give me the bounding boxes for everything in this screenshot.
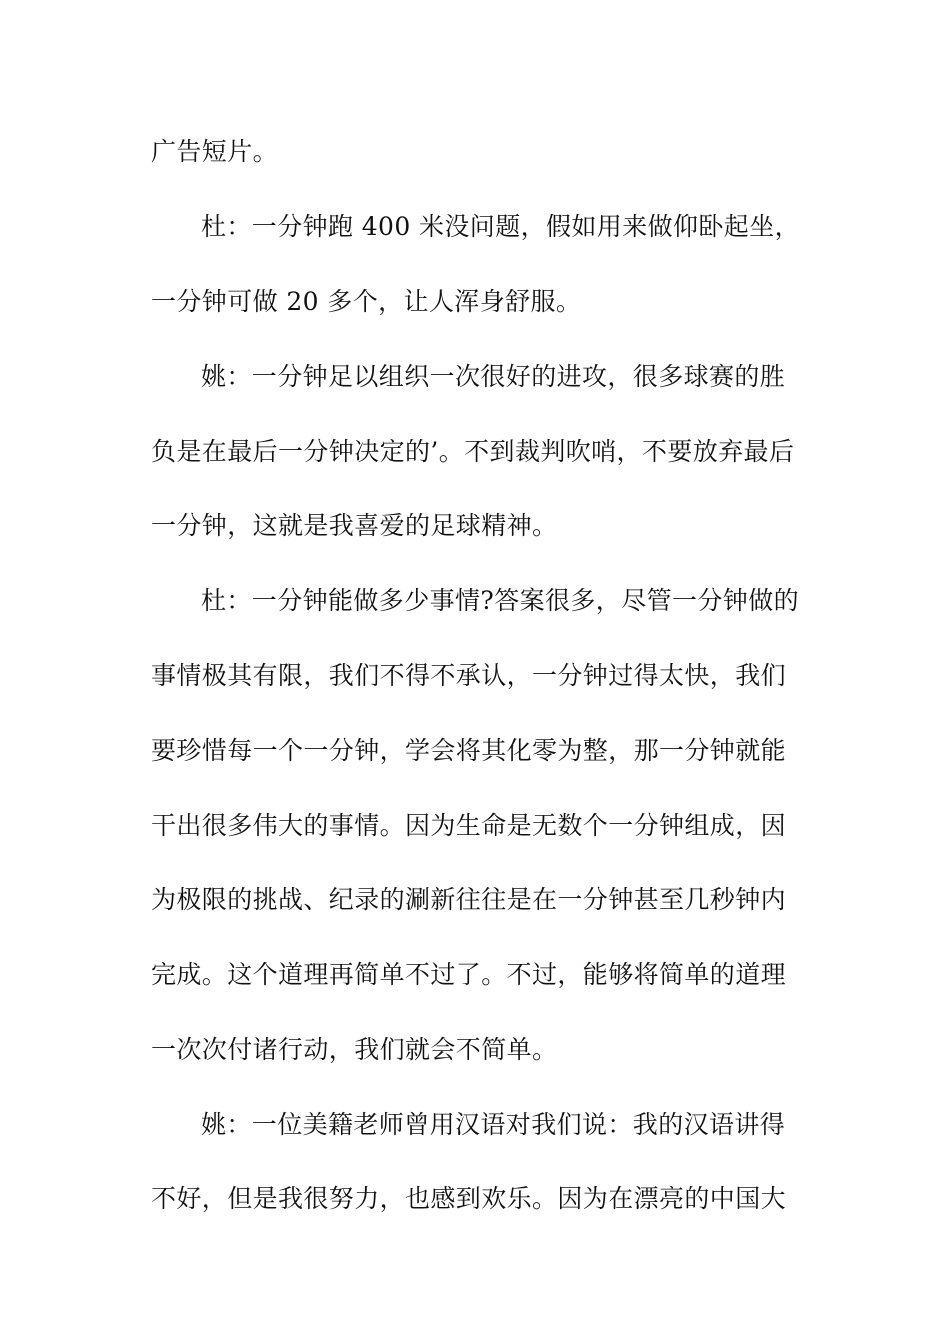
- text-line: 负是在最后一分钟决定的’。不到裁判吹哨，不要放弃最后: [151, 437, 795, 466]
- text-line: 干出很多伟大的事情。因为生命是无数个一分钟组成，因: [151, 811, 787, 840]
- text-line: 姚：一位美籍老师曾用汉语对我们说：我的汉语讲得: [201, 1110, 786, 1139]
- text-line: 一次次付诸行动，我们就会不简单。: [151, 1035, 558, 1064]
- text-line: 要珍惜每一个一分钟，学会将其化零为整，那一分钟就能: [151, 736, 787, 765]
- text-line: 一分钟，这就是我喜爱的足球精神。: [151, 511, 558, 540]
- text-line: 杜：一分钟能做多少事情?答案很多，尽管一分钟做的: [201, 586, 800, 615]
- text-line: 广告短片。: [151, 137, 279, 166]
- text-line: 杜：一分钟跑 400 米没问题，假如用来做仰卧起坐，: [201, 212, 801, 241]
- text-line: 事情极其有限，我们不得不承认，一分钟过得太快，我们: [151, 661, 787, 690]
- text-line: 一分钟可做 20 多个，让人浑身舒服。: [151, 287, 582, 316]
- text-line: 为极限的挑战、纪录的涮新往往是在一分钟甚至几秒钟内: [151, 885, 787, 914]
- text-line: 完成。这个道理再简单不过了。不过，能够将简单的道理: [151, 960, 787, 989]
- text-line: 姚：一分钟足以组织一次很好的进攻，很多球赛的胜: [201, 362, 786, 391]
- text-line: 不好，但是我很努力，也感到欢乐。因为在漂亮的中国大: [151, 1184, 787, 1213]
